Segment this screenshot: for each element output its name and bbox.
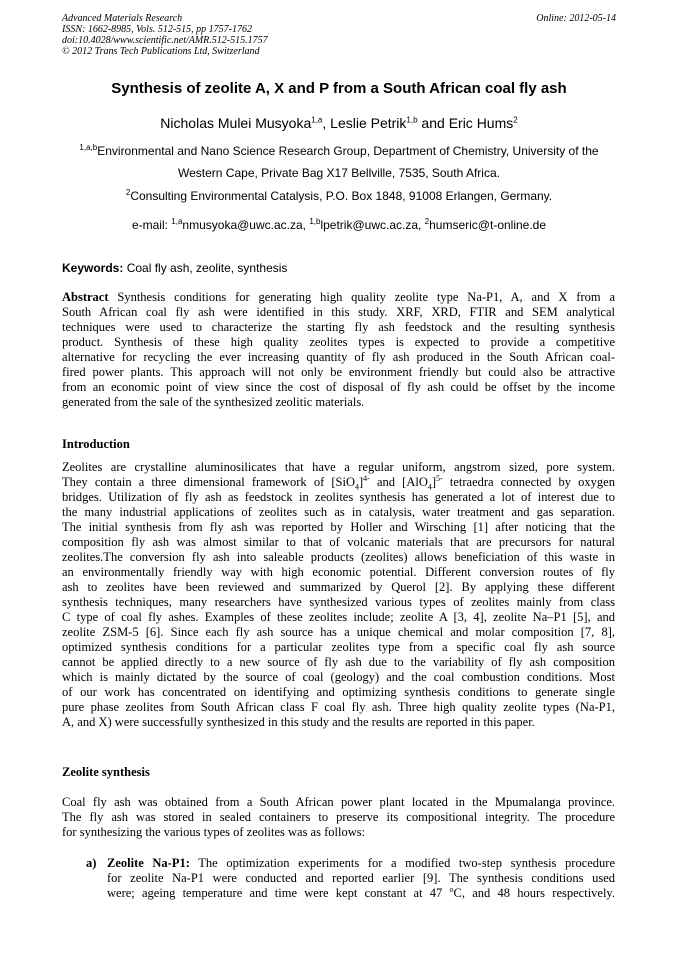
intro-line: bridges. Utilization of fly ash as feedstock in zeolites synthesis has generated a lot of interest due to xyxy=(62,490,615,504)
intro-line: A, and X) were successfully synthesized in this study and the results are reported in this paper. xyxy=(62,715,535,729)
intro-line: cannot be applied directly to a new source of fly ash due to the variability of fly ash composition xyxy=(62,655,615,669)
abstract-line: product. Synthesis of these high quality zeolites types is expected to provide a competitive xyxy=(62,335,615,349)
abstract-line: Synthesis conditions for generating high quality zeolite type Na-P1, A, and X from a xyxy=(108,290,615,304)
author-list xyxy=(40,115,638,131)
synthesis-line: The fly ash was stored in sealed containers to preserve its compositional integrity. The procedure xyxy=(62,810,615,824)
author-name: Leslie Petrik xyxy=(330,115,407,131)
item-text: for zeolite Na-P1 were conducted and reported earlier [9]. The synthesis conditions used xyxy=(107,871,615,885)
intro-text: They contain a three dimensional framework of [SiO xyxy=(62,475,355,489)
item-label: Zeolite Na-P1: xyxy=(107,856,190,870)
abstract xyxy=(62,290,615,410)
affiliation-1 xyxy=(62,140,616,184)
list-item xyxy=(107,856,615,901)
abstract-label: Abstract xyxy=(62,290,109,304)
affiliation-mark: 1,a,b xyxy=(79,143,98,152)
subscript: 4 xyxy=(427,482,432,490)
doi-line: doi:10.4028/www.scientific.net/AMR.512-515.1757 xyxy=(62,35,268,46)
item-text: C, and 48 hours respectively. xyxy=(453,886,615,900)
copyright-line: © 2012 Trans Tech Publications Ltd, Switzerland xyxy=(62,46,260,57)
author-affil-mark: 2 xyxy=(513,115,518,125)
intro-line: the many industrial applications of zeolites such as in catalysis, water treatment and gas separation. xyxy=(62,505,615,519)
superscript: 4- xyxy=(363,475,370,483)
email-label: e-mail: xyxy=(131,218,172,232)
affiliation-text: Environmental and Nano Science Research Group, Department of Chemistry, University of the xyxy=(97,144,599,158)
intro-text: tetraedra connected by oxygen xyxy=(442,475,615,489)
section-heading-zeolite-synthesis: Zeolite synthesis xyxy=(62,765,150,779)
intro-line: ash to zeolites have been reviewed and summarized by Querol [2]. By applying these different xyxy=(62,580,615,594)
abstract-line: fired power plants. This approach will not only be environment friendly but could also be attractive xyxy=(62,365,615,379)
intro-text: ] xyxy=(431,475,437,489)
email-line xyxy=(62,218,616,232)
author-name: Eric Hums xyxy=(448,115,514,131)
intro-line: C type of coal fly ashes. Examples of these zeolites include; zeolite A [3, 4], zeolite Na–P1 [5], and xyxy=(62,610,615,624)
intro-text: and [AlO xyxy=(369,475,428,489)
issn-line: ISSN: 1662-8985, Vols. 512-515, pp 1757-1762 xyxy=(62,24,252,35)
author-separator: and xyxy=(417,115,449,131)
abstract-line: techniques were used to characterize the starting fly ash feedstock and the resulting synthesis xyxy=(62,320,615,334)
intro-line xyxy=(62,475,615,490)
email-mark: 1,b xyxy=(309,217,321,226)
author-affil-mark: 1,b xyxy=(406,115,418,125)
journal-header xyxy=(62,13,616,57)
email-mark: 2 xyxy=(424,217,430,226)
item-text: were; ageing temperature and time were kept constant at 47 xyxy=(107,886,450,900)
keywords-label: Keywords: xyxy=(62,261,124,275)
online-date: Online: 2012-05-14 xyxy=(536,13,616,24)
intro-line: an environmentally friendly way with high economic potential. Different conversion routes of fly xyxy=(62,565,615,579)
superscript: o xyxy=(449,886,454,894)
affiliation-text: Consulting Environmental Catalysis, P.O. Box 1848, 91008 Erlangen, Germany. xyxy=(130,189,553,203)
item-text: The optimization experiments for a modified two-step synthesis procedure xyxy=(189,856,615,870)
affiliation-mark: 2 xyxy=(125,188,131,197)
intro-text: ] xyxy=(359,475,364,489)
email-address[interactable]: lpetrik@uwc.ac.za, xyxy=(320,218,425,232)
keywords-text: Coal fly ash, zeolite, synthesis xyxy=(123,261,288,275)
affiliation-2 xyxy=(62,189,616,203)
intro-line: Zeolites are crystalline aluminosilicates that have a regular uniform, angstrom sized, pore system. xyxy=(62,460,615,474)
section-heading-introduction: Introduction xyxy=(62,437,130,451)
intro-line: of our work has concentrated on identifying and optimizing synthesis conditions to generate single xyxy=(62,685,615,699)
intro-line: composition fly ash was almost similar to that of volcanic materials that are precursors for natural xyxy=(62,535,615,549)
intro-line: pure phase zeolites from South African class F coal fly ash. Three high quality zeolite types (Na-P1, xyxy=(62,700,615,714)
paper-title: Synthesis of zeolite A, X and P from a South African coal fly ash xyxy=(111,80,567,97)
author-separator: , xyxy=(322,115,331,131)
email-address[interactable]: nmusyoka@uwc.ac.za, xyxy=(182,218,310,232)
superscript: 5- xyxy=(436,475,443,483)
list-marker: a) xyxy=(86,856,97,870)
keywords xyxy=(62,261,616,275)
email-mark: 1,a xyxy=(171,217,183,226)
abstract-line: alternative for recycling the ever increasing quantity of fly ash produced in the South African coal- xyxy=(62,350,615,364)
affiliation-text: Western Cape, Private Bag X17 Bellville, 7535, South Africa. xyxy=(178,166,500,180)
intro-line: optimized synthesis conditions for a particular zeolites type from a specific coal fly ash source xyxy=(62,640,615,654)
zeolite-synthesis-body xyxy=(62,795,615,840)
intro-line: zeolites.The conversion fly ash into saleable products (zeolites) allows beneficiation of this waste in xyxy=(62,550,615,564)
intro-line: zeolite ZSM-5 [6]. Since each fly ash source has a unique chemical and molar composition [7, 8], xyxy=(62,625,615,639)
author-affil-mark: 1,a xyxy=(311,115,323,125)
synthesis-line: Coal fly ash was obtained from a South African power plant located in the Mpumalanga province. xyxy=(62,795,615,809)
journal-name: Advanced Materials Research xyxy=(62,13,183,24)
intro-line: synthesis techniques, many researchers have synthesized various types of zeolites mainly from class xyxy=(62,595,615,609)
intro-line: which is mainly dictated by the source of coal (geology) and the coal combustion conditions. Most xyxy=(62,670,615,684)
abstract-line: South African coal fly ash were identified in this study. XRF, XRD, FTIR and SEM analytical xyxy=(62,305,615,319)
abstract-line: generated from the sale of the synthesized zeolitic materials. xyxy=(62,395,365,409)
subscript: 4 xyxy=(355,482,359,490)
introduction-body xyxy=(62,460,615,730)
author-name: Nicholas Mulei Musyoka xyxy=(160,115,312,131)
email-address[interactable]: humseric@t-online.de xyxy=(429,218,547,232)
abstract-line: from an economic point of view since the cost of disposal of fly ash could be offset by the income xyxy=(62,380,615,394)
synthesis-line: for synthesizing the various types of zeolites was as follows: xyxy=(62,825,366,839)
intro-line: The initial synthesis from fly ash was reported by Holler and Wirsching [1] after noticing that the xyxy=(62,520,615,534)
